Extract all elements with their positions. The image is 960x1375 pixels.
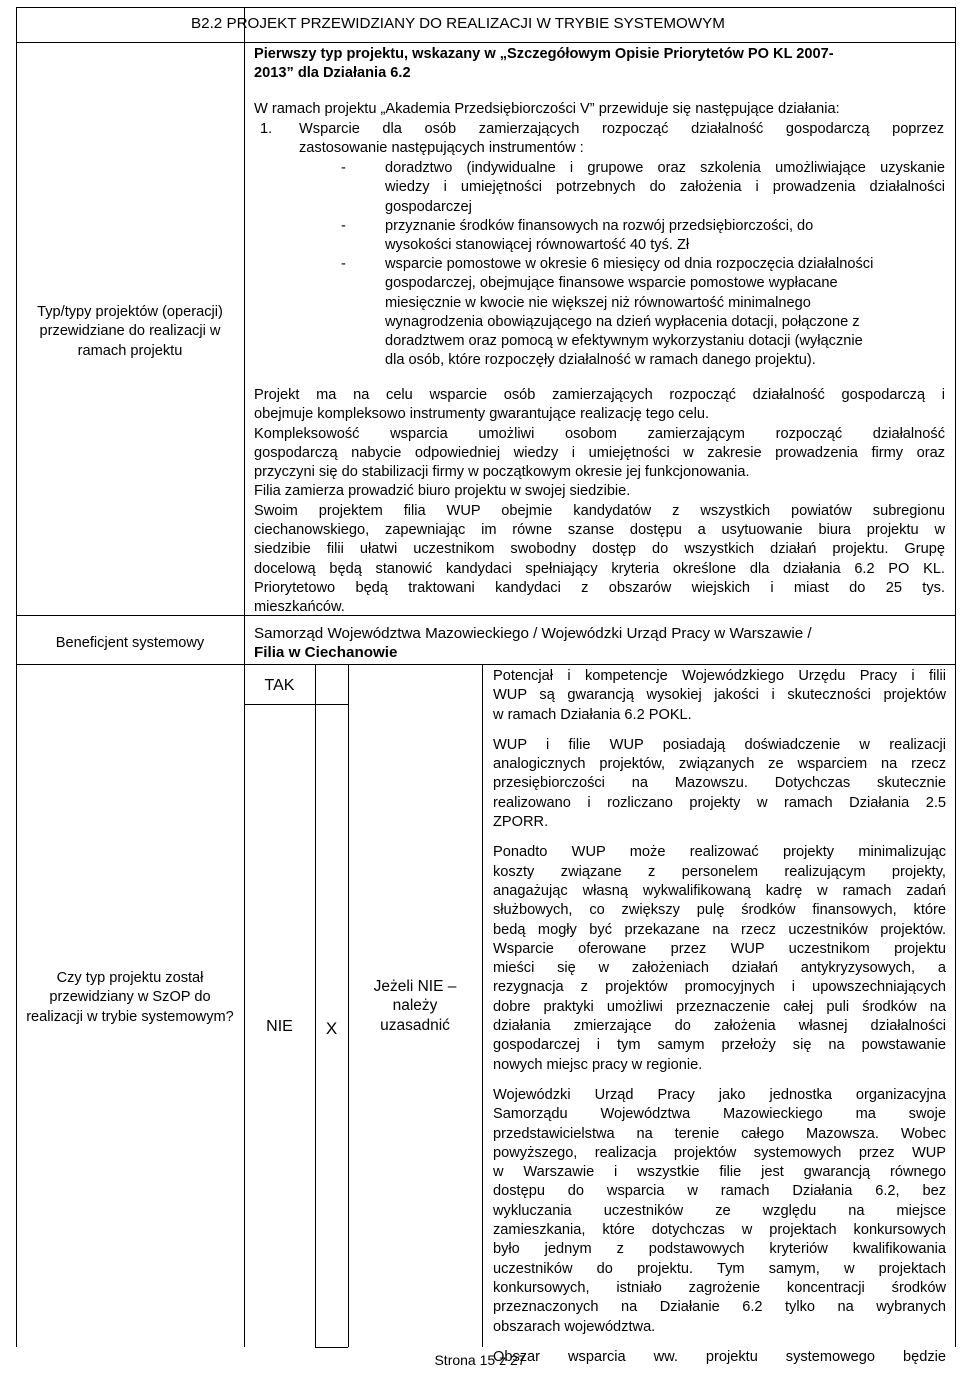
choice-grid-bottom-mark: [315, 1347, 348, 1348]
choice-grid-v2: [348, 664, 349, 1347]
section-header: B2.2 PROJEKT PRZEWIDZIANY DO REALIZACJI W TRYBIE SYSTEMOWYM: [191, 15, 725, 32]
choice-grid-tak-bottom: [244, 704, 348, 705]
action-item-1: Wsparcie dla osób zamierzających rozpocząć działalność gospodarczą poprzez zastosowanie następujących instrumentów :: [299, 121, 944, 157]
sub-item-dash-2: -: [341, 218, 346, 234]
actions-intro: W ramach projektu „Akademia Przedsiębiorczości V” przewiduje się następujące działania:: [254, 101, 840, 117]
choice-grid-top: [244, 664, 482, 665]
first-type-heading: Pierwszy typ projektu, wskazany w „Szczegółowym Opisie Priorytetów PO KL 2007- 2013” dla Działania 6.2: [254, 46, 834, 82]
sub-item-dash-1: -: [341, 160, 346, 176]
sub-item-dash-3: -: [341, 256, 346, 272]
label-project-types: Typ/typy projektów (operacji) przewidziane do realizacji w ramach projektu: [37, 304, 223, 359]
page-number: Strona 15 z 27: [434, 1352, 526, 1368]
row-divider-3: [16, 664, 955, 665]
choice-grid-v3: [482, 664, 483, 1347]
justification-text: Potencjał i kompetencje Wojewódzkiego Urzędu Pracy i filii WUP są gwarancją wysokiej jakości i skuteczności projektów w ramach Działania 6.2 POKL. WUP i filie WUP posiadają doświadczenie w realizacji analogicznych projektów, związanych ze wsparciem na rzecz przesiębiorczości na Mazowszu. Dotychczas skutecznie realizowano i rozliczano projekty w ramach Działania 2.5 ZPORR. Ponadto WUP może realizować projekty minimalizując koszty związane z personelem realizującym projekty, anagażując własną wykwalifikowaną kadrę w ramach zadań służbowych, co zwiększy pulę środków finansowych, które bedą mogły być przekazane na rzecz uczestników projektów. Wsparcie oferowane przez WUP uczestnikom projektu mieści się w założeniach działań antykryzysowych, a rezygnacja z projektów promocyjnych i upowszechniających dobre praktyki umożliwi przeznaczenie całej puli środków na działania zmierzające do założenia własnej działalności gospodarczej i tym samym przełoży się na powstawanie nowych miejsc pracy w regionie. Wojewódzki Urząd Pracy jako jednostka organizacyjna Samorządu Województwa Mazowieckiego ma swoje przedstawicielstwa na terenie całego Mazowsza. Wobec powyższego, realizacja projektów systemowych przez WUP w Warszawie i wszystkie filie jest gwarancją równego dostępu do wsparcia w ramach Działania 6.2, bez wykluczania uczestników ze względu na miejsce zamieszkania, które dotychczas w projektach konkursowych było jednym z podstawowych kryteriów kwalifikowania uczestników do projektu. Tym samym, w projektach konkursowych, istniało zagrożenie koncentracji środków przeznaczonych na Działanie 6.2 tylko na wybranych obszarach województwa. Obszar wsparcia ww. projektu systemowego będzie: [493, 668, 946, 1365]
sub-item-2: przyznanie środków finansowych na rozwój przedsiębiorczości, do wysokości stanowiącej równowartość 40 tyś. Zł: [385, 218, 814, 254]
row-divider-1: [16, 42, 955, 43]
label-system-mode-question: Czy typ projektu został przewidziany w SzOP do realizacji w trybie systemowym?: [26, 970, 234, 1025]
border-left: [16, 7, 17, 1347]
option-nie: NIE: [266, 1018, 293, 1035]
if-no-justify-label: Jeżeli NIE – należy uzasadnić: [373, 978, 457, 1034]
beneficiary-value: Samorząd Województwa Mazowieckiego / Wojewódzki Urząd Pracy w Warszawie / Filia w Ciechanowie: [254, 625, 812, 662]
choice-grid-v1: [315, 664, 316, 1347]
project-description: Projekt ma na celu wsparcie osób zamierzających rozpocząć działalność gospodarczą i obejmuje kompleksowo instrumenty gwarantujące realizację tego celu. Kompleksowość wsparcia umożliwi osobom zamierzającym rozpocząć działalność gospodarczą nabycie odpowiedniej wiedzy i umiejętności w zakresie prowadzenia firmy oraz przyczyni się do stabilizacji firmy w początkowym okresie jej funkcjonowania. Filia zamierza prowadzić biuro projektu w swojej siedzibie. Swoim projektem filia WUP obejmie kandydatów z wszystkich powiatów subregionu ciechanowskiego, zapewniając im równe szanse dostępu a usytuowanie biura projektu w siedzibie filii ułatwi uczestnikom swobodny dostęp do wszystkich działań projektu. Grupę docelową będą stanowić kandydaci spełniający kryteria określone dla działania 6.2 PO KL. Priorytetowo będą traktowani kandydaci z obszarów wiejskich i miast do 25 tys. mieszkańców.: [254, 387, 945, 616]
border-right: [955, 7, 956, 1347]
sub-item-1: doradztwo (indywidualne i grupowe oraz szkolenia umożliwiające uzyskanie wiedzy i umiejętności potrzebnych do założenia i prowadzenia działalności gospodarczej: [385, 160, 945, 215]
sub-item-3: wsparcie pomostowe w okresie 6 miesięcy od dnia rozpoczęcia działalności gospodarczej, obejmujące finansowe wsparcie pomostowe wypłacane miesięcznie w kwocie nie większej niż równowartość minimalnego wynagrodzenia obowiązującego na dzień wypłacenia dotacji, połączone z doradztwem oraz pomocą w efektywnym wykorzystaniu dotacji (wyłącznie dla osób, które rozpoczęły działalność w ramach danego projektu).: [385, 256, 874, 369]
action-item-1-number: 1.: [260, 121, 273, 137]
label-beneficiary: Beneficjent systemowy: [55, 635, 205, 651]
selected-mark: X: [325, 1019, 338, 1038]
option-tak: TAK: [264, 677, 295, 694]
border-top: [16, 7, 956, 8]
